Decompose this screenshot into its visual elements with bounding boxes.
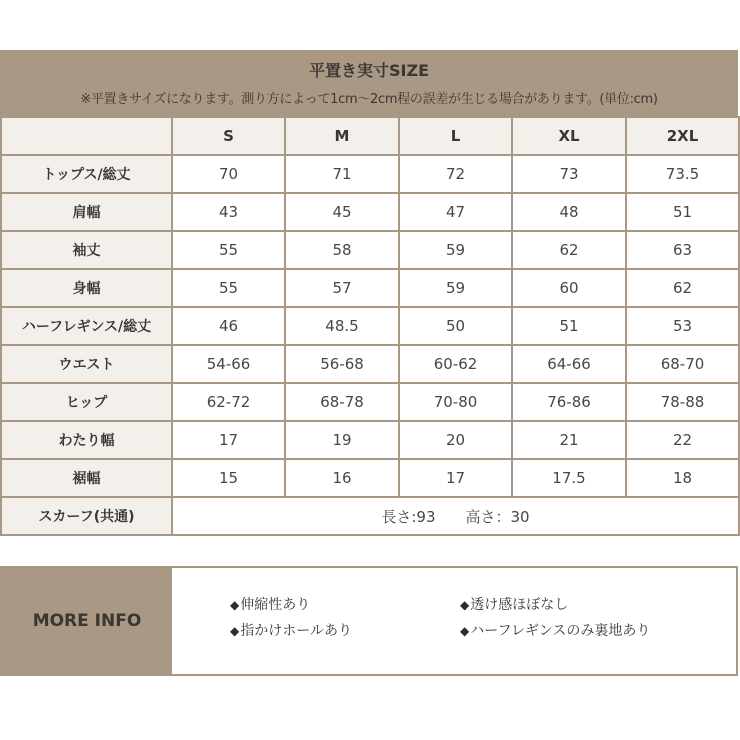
more-info-label: MORE INFO (2, 568, 172, 674)
table-cell: 59 (399, 269, 512, 307)
row-label: トップス/総丈 (1, 155, 172, 193)
table-cell: 54-66 (172, 345, 285, 383)
table-cell: 46 (172, 307, 285, 345)
table-cell: 17 (399, 459, 512, 497)
size-chart-note: ※平置きサイズになります。測り方によって1cm〜2cm程の誤差が生じる場合があります。(単位:cm) (80, 92, 658, 107)
table-cell: 45 (285, 193, 399, 231)
info-item-text: ハーフレギンスのみ裏地あり (470, 623, 651, 639)
column-header-l: L (399, 117, 512, 155)
table-cell: 20 (399, 421, 512, 459)
row-label: 肩幅 (1, 193, 172, 231)
table-cell: 55 (172, 269, 285, 307)
table-cell: 76-86 (512, 383, 626, 421)
size-chart-title: 平置き実寸SIZE (308, 61, 429, 80)
more-info-section (0, 566, 738, 676)
table-cell: 43 (172, 193, 285, 231)
diamond-bullet-icon: ◆ (460, 624, 470, 638)
row-label: ハーフレギンス/総丈 (1, 307, 172, 345)
table-row (1, 459, 739, 497)
info-item (230, 621, 460, 641)
table-cell: 73 (512, 155, 626, 193)
info-item (230, 595, 460, 615)
size-chart-header (0, 50, 738, 116)
row-label: ウエスト (1, 345, 172, 383)
table-corner-cell (1, 117, 172, 155)
table-cell: 22 (626, 421, 739, 459)
table-cell: 62-72 (172, 383, 285, 421)
table-cell: 60-62 (399, 345, 512, 383)
info-item-text: 透け感ほぼなし (470, 597, 569, 613)
table-row (1, 421, 739, 459)
diamond-bullet-icon: ◆ (460, 598, 470, 612)
table-cell: 55 (172, 231, 285, 269)
row-label: 身幅 (1, 269, 172, 307)
table-cell: 17 (172, 421, 285, 459)
table-cell: 68-78 (285, 383, 399, 421)
table-cell: 59 (399, 231, 512, 269)
table-cell: 53 (626, 307, 739, 345)
table-header-row (1, 117, 739, 155)
table-cell: 70 (172, 155, 285, 193)
table-cell: 16 (285, 459, 399, 497)
table-cell: 18 (626, 459, 739, 497)
info-item (460, 595, 720, 615)
table-cell: 58 (285, 231, 399, 269)
diamond-bullet-icon: ◆ (230, 624, 240, 638)
table-cell: 78-88 (626, 383, 739, 421)
table-cell: 73.5 (626, 155, 739, 193)
info-item (460, 621, 720, 641)
table-cell: 72 (399, 155, 512, 193)
scarf-label: スカーフ(共通) (1, 497, 172, 535)
table-cell: 57 (285, 269, 399, 307)
table-cell: 19 (285, 421, 399, 459)
table-cell: 60 (512, 269, 626, 307)
table-cell: 47 (399, 193, 512, 231)
table-cell: 51 (626, 193, 739, 231)
table-row (1, 345, 739, 383)
table-cell: 63 (626, 231, 739, 269)
table-cell: 62 (626, 269, 739, 307)
table-row (1, 231, 739, 269)
table-cell: 51 (512, 307, 626, 345)
column-header-2xl: 2XL (626, 117, 739, 155)
table-cell: 64-66 (512, 345, 626, 383)
row-label: 裾幅 (1, 459, 172, 497)
info-item-text: 指かけホールあり (240, 623, 352, 639)
table-cell: 70-80 (399, 383, 512, 421)
info-item-text: 伸縮性あり (240, 597, 311, 613)
table-cell: 71 (285, 155, 399, 193)
table-cell: 62 (512, 231, 626, 269)
row-label: ヒップ (1, 383, 172, 421)
more-info-list (230, 595, 730, 641)
size-table (0, 116, 740, 536)
column-header-m: M (285, 117, 399, 155)
row-label: 袖丈 (1, 231, 172, 269)
diamond-bullet-icon: ◆ (230, 598, 240, 612)
table-row (1, 383, 739, 421)
table-cell: 48 (512, 193, 626, 231)
row-label: わたり幅 (1, 421, 172, 459)
table-cell: 50 (399, 307, 512, 345)
scarf-row (1, 497, 739, 535)
table-row (1, 269, 739, 307)
table-row (1, 307, 739, 345)
table-cell: 56-68 (285, 345, 399, 383)
table-row (1, 193, 739, 231)
column-header-s: S (172, 117, 285, 155)
column-header-xl: XL (512, 117, 626, 155)
table-cell: 17.5 (512, 459, 626, 497)
table-cell: 48.5 (285, 307, 399, 345)
table-cell: 21 (512, 421, 626, 459)
size-chart (0, 50, 738, 536)
table-cell: 15 (172, 459, 285, 497)
scarf-value: 長さ:93 高さ：30 (172, 497, 739, 535)
table-cell: 68-70 (626, 345, 739, 383)
table-row (1, 155, 739, 193)
